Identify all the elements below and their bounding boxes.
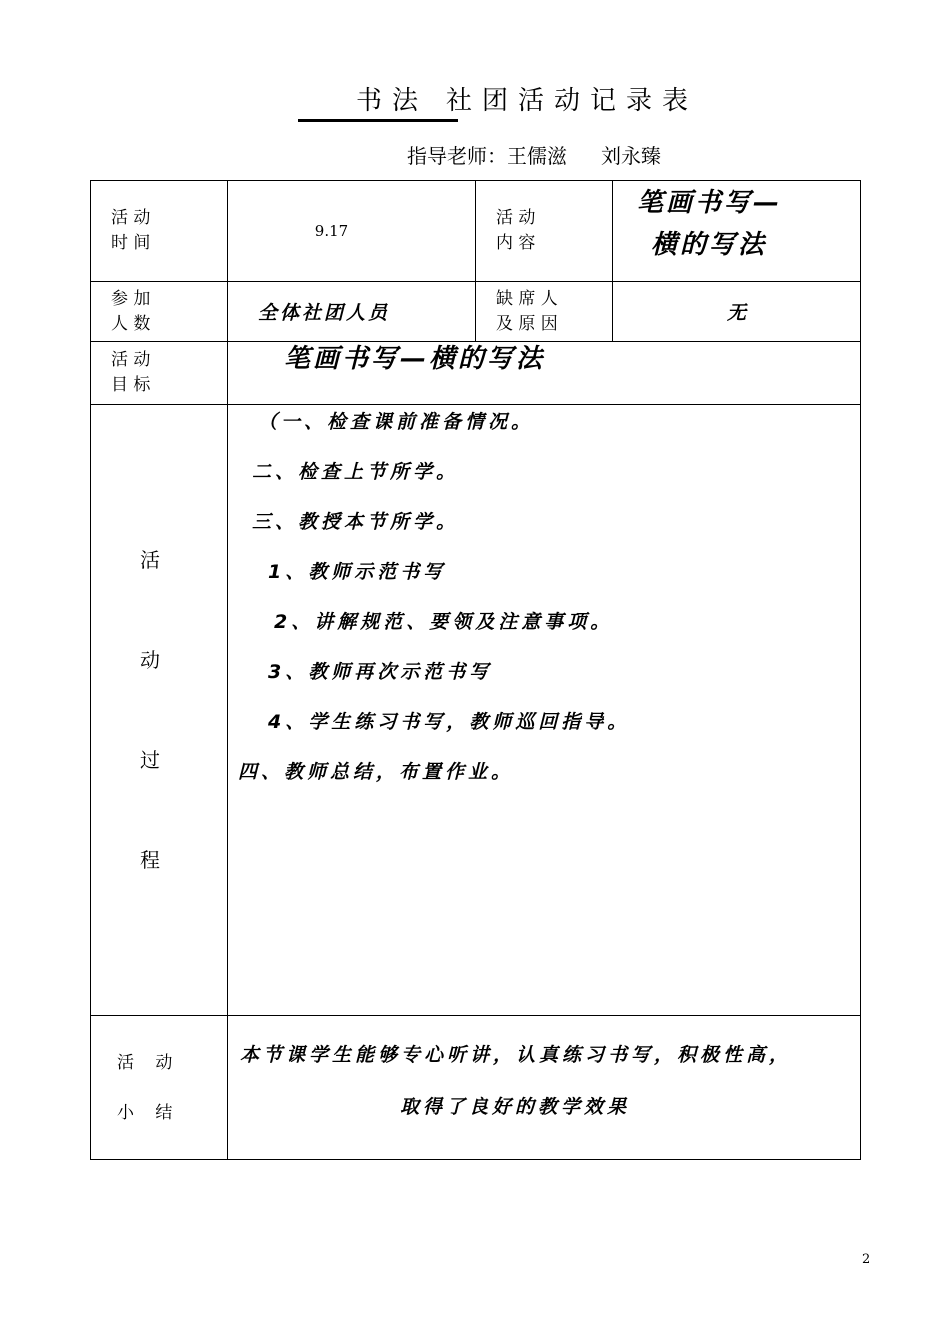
process-step: 1、教师示范书写 (268, 561, 447, 583)
process-step: 三、教授本节所学。 (252, 511, 460, 533)
row-goal (91, 342, 861, 405)
activity-record-table (90, 180, 861, 1160)
summary-line-1: 本节课学生能够专心听讲，认真练习书写，积极性高， (240, 1044, 793, 1066)
process-step: （一、检查课前准备情况。 (258, 411, 535, 433)
title-underline (298, 119, 458, 122)
content-label (476, 181, 613, 282)
participants-value: 全体社团人员 (228, 282, 476, 342)
process-label-char-1: 活 (140, 548, 160, 572)
content-line-2: 横的写法 (651, 230, 768, 260)
process-step: 3、教师再次示范书写 (268, 661, 493, 683)
process-steps (228, 405, 861, 1016)
form-title (356, 80, 698, 117)
content-line-1: 笔画书写— (637, 188, 783, 218)
form-title-text: 社团活动记录表 (446, 86, 699, 116)
summary-label-line-2: 小 结 (117, 1102, 181, 1123)
absent-label-line-1: 缺 席 人 (496, 288, 558, 309)
row-time-content (91, 181, 861, 282)
process-step: 4、学生练习书写，教师巡回指导。 (268, 711, 631, 733)
absent-label (476, 282, 613, 342)
summary-label-line-1: 活 动 (117, 1052, 181, 1073)
club-name: 书法 (356, 86, 429, 116)
absent-label-line-2: 及 原 因 (496, 313, 558, 334)
process-label-char-2: 动 (140, 648, 160, 672)
row-summary (91, 1016, 861, 1160)
goal-text: 笔画书写—横的写法 (284, 344, 546, 374)
activity-goal (228, 342, 861, 405)
participants-label-line-1: 参 加 (111, 288, 151, 309)
process-step: 2、讲解规范、要领及注意事项。 (274, 611, 614, 633)
summary-line-2: 取得了良好的教学效果 (400, 1096, 631, 1118)
participants-label-line-2: 人 数 (111, 313, 151, 334)
participants-label (91, 282, 228, 342)
goal-label-line-2: 目 标 (111, 375, 151, 395)
teacher-2: 刘永臻 (601, 144, 661, 168)
content-label-line-1: 活 动 (496, 208, 536, 228)
process-step: 二、检查上节所学。 (252, 461, 460, 483)
activity-summary (228, 1016, 861, 1160)
time-label-line-2: 时 间 (111, 233, 151, 253)
goal-label (91, 342, 228, 405)
time-label (91, 181, 228, 282)
process-label-char-4: 程 (140, 848, 160, 872)
row-participants (91, 282, 861, 342)
page-number: 2 (862, 1252, 871, 1267)
teachers-line (407, 140, 661, 169)
process-label-char-3: 过 (140, 748, 160, 772)
activity-content (613, 181, 861, 282)
process-step: 四、教师总结，布置作业。 (238, 761, 515, 783)
time-label-line-1: 活 动 (111, 208, 151, 228)
goal-label-line-1: 活 动 (111, 350, 151, 370)
process-label (91, 405, 228, 1016)
row-process (91, 405, 861, 1016)
content-label-line-2: 内 容 (496, 233, 536, 253)
teacher-1: 指导老师：王儒滋 (407, 144, 567, 168)
absent-value: 无 (613, 282, 861, 342)
summary-label (91, 1016, 228, 1160)
activity-date: 9.17 (228, 181, 476, 282)
